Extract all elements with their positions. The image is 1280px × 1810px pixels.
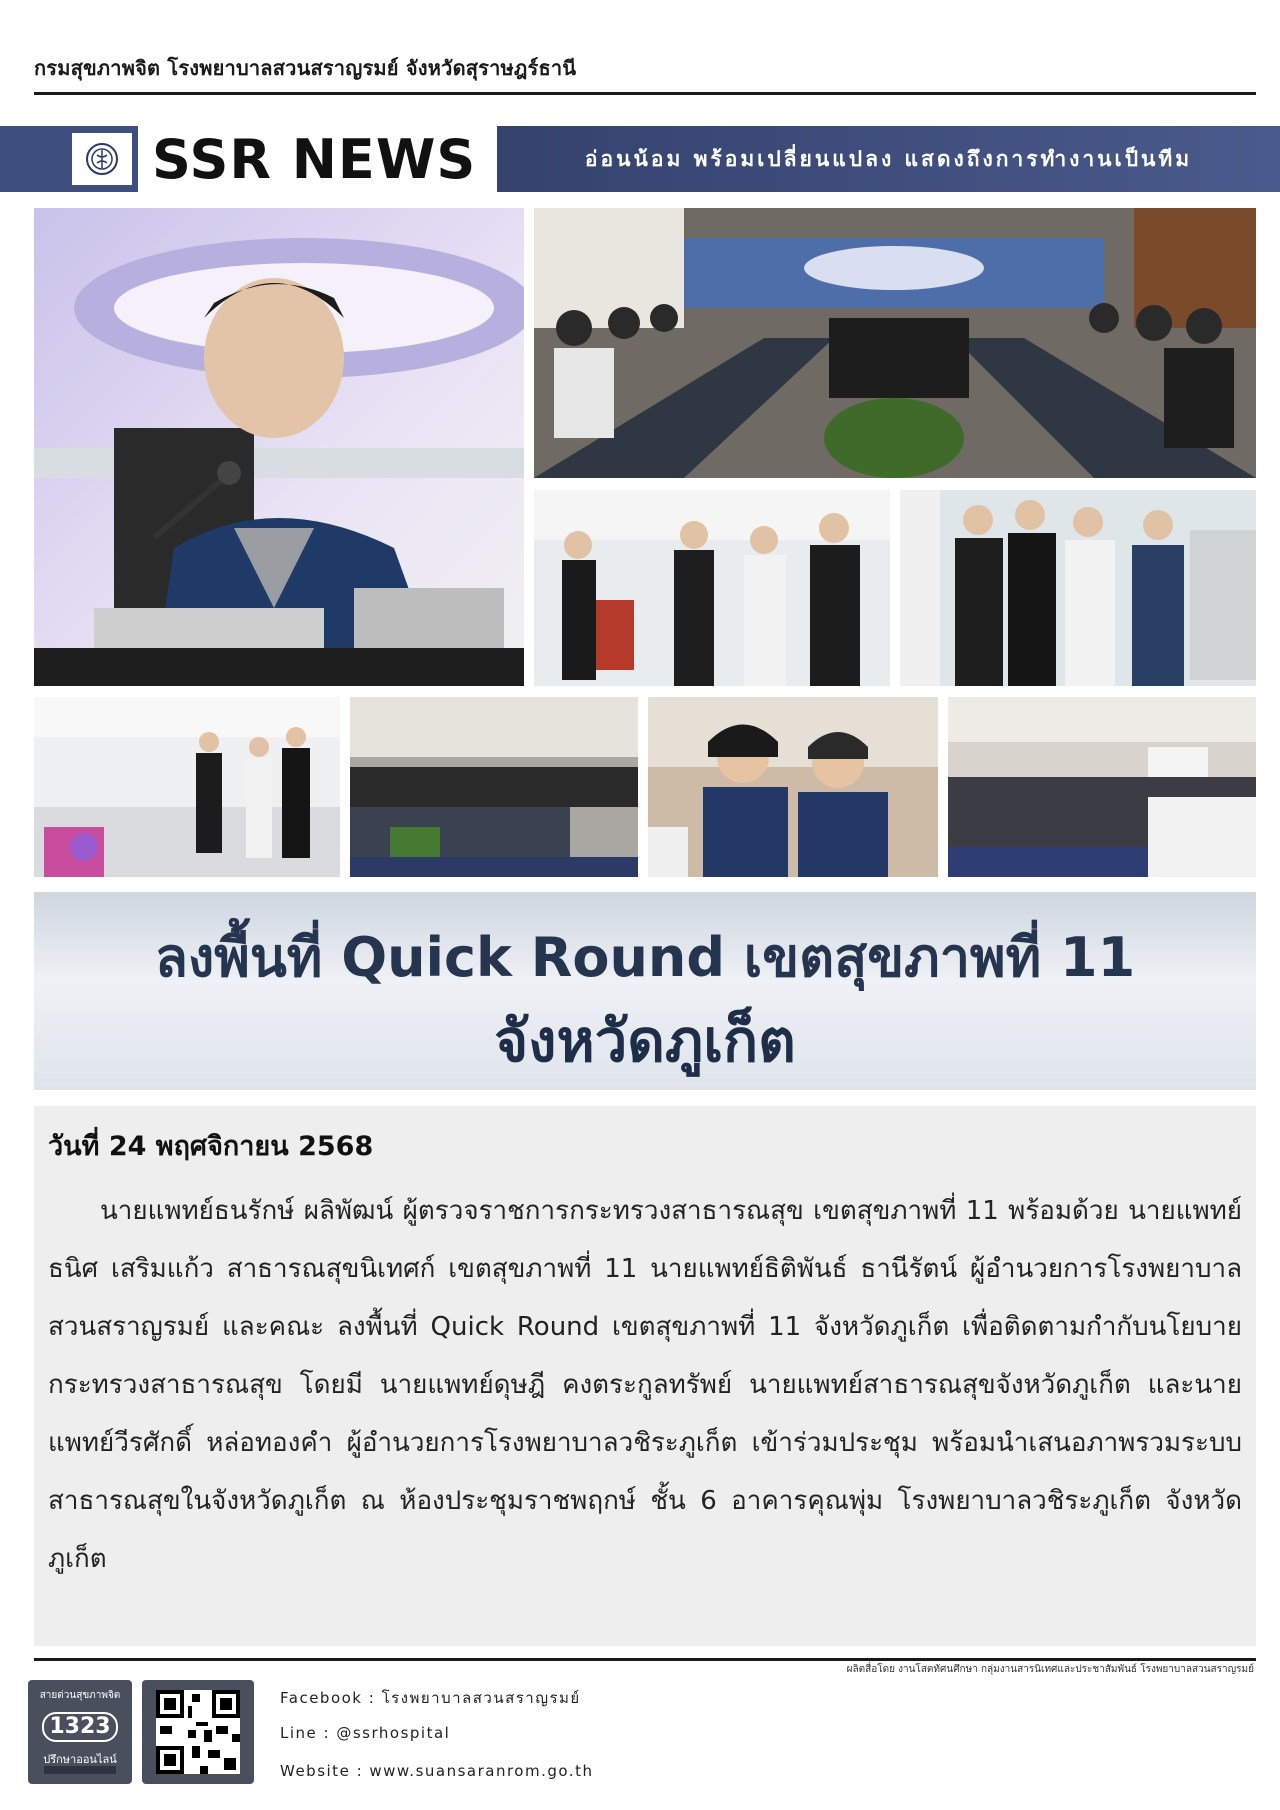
facebook-contact: Facebook : โรงพยาบาลสวนสราญรมย์ bbox=[280, 1689, 581, 1707]
newsletter-title: SSR NEWS bbox=[152, 128, 477, 191]
header-divider bbox=[34, 92, 1256, 95]
organization-title: กรมสุขภาพจิต โรงพยาบาลสวนสราญรมย์ จังหวัดสุราษฎร์ธานี bbox=[34, 56, 577, 80]
hotline-label: สายด่วนสุขภาพจิต bbox=[39, 1690, 121, 1701]
footer-divider bbox=[34, 1658, 1256, 1661]
slogan-bar bbox=[497, 126, 1280, 192]
qr-code-icon bbox=[142, 1680, 254, 1784]
news-banner bbox=[0, 126, 1280, 192]
website-link[interactable]: Website : www.suansaranrom.go.th bbox=[280, 1762, 594, 1780]
producer-credit: ผลิตสื่อโดย งานโสตทัศนศึกษา กลุ่มงานสารนิเทศและประชาสัมพันธ์ โรงพยาบาลสวนสราญรมย์ bbox=[846, 1664, 1254, 1675]
ministry-logo-icon bbox=[70, 131, 134, 187]
article-body: นายแพทย์ธนรักษ์ ผลิพัฒน์ ผู้ตรวจราชการกระทรวงสาธารณสุข เขตสุขภาพที่ 11 พร้อมด้วย นายแพทย์ธนิศ เสริมแก้ว สาธารณสุขนิเทศก์ เขตสุขภาพที่ 11 นายแพทย์ธิติพันธ์ ธานีรัตน์ ผู้อำนวยการโรงพยาบาลสวนสราญรมย์ และคณะ ลงพื้นที่ Quick Round เขตสุขภาพที่ 11 จังหวัดภูเก็ต เพื่อติดตามกำกับนโยบายกระทรวงสาธารณสุข โดยมี นายแพทย์ดุษฎี คงตระกูลทรัพย์ นายแพทย์สาธารณสุขจังหวัดภูเก็ต และนายแพทย์วีรศักดิ์ หล่อทองคำ ผู้อำนวยการโรงพยาบาลวชิระภูเก็ต เข้าร่วมประชุม พร้อมนำเสนอภาพรวมระบบสาธารณสุขในจังหวัดภูเก็ต ณ ห้องประชุมราชพฤกษ์ ชั้น 6 อาคารคุณพุ่ม โรงพยาบาลวชิระภูเก็ต จังหวัดภูเก็ต bbox=[48, 1196, 1242, 1574]
headline-panel bbox=[34, 892, 1256, 1090]
article-date: วันที่ 24 พฤศจิกายน 2568 bbox=[48, 1131, 374, 1162]
facebook-strip-icon bbox=[44, 1766, 116, 1774]
photo-standing-meeting bbox=[350, 697, 638, 877]
hotline-number: 1323 bbox=[42, 1712, 118, 1742]
hotline-sublabel: ปรึกษาออนไลน์ bbox=[43, 1753, 117, 1766]
headline-line-1: ลงพื้นที่ Quick Round เขตสุขภาพที่ 11 bbox=[154, 926, 1136, 989]
photo-auditorium bbox=[948, 697, 1256, 877]
slogan-text: อ่อนน้อม พร้อมเปลี่ยนแปลง แสดงถึงการทำงานเป็นทีม bbox=[584, 146, 1193, 171]
line-contact: Line : @ssrhospital bbox=[280, 1724, 451, 1742]
photo-meeting-room bbox=[534, 208, 1256, 478]
photo-greeting bbox=[900, 490, 1256, 686]
hotline-badge bbox=[28, 1680, 132, 1784]
headline-line-2: จังหวัดภูเก็ต bbox=[494, 1007, 796, 1075]
photo-two-women bbox=[648, 697, 938, 877]
photo-lobby-walk bbox=[34, 697, 340, 877]
photo-speaker bbox=[34, 208, 524, 686]
article-panel bbox=[34, 1106, 1256, 1646]
photo-group-visit bbox=[534, 490, 890, 686]
